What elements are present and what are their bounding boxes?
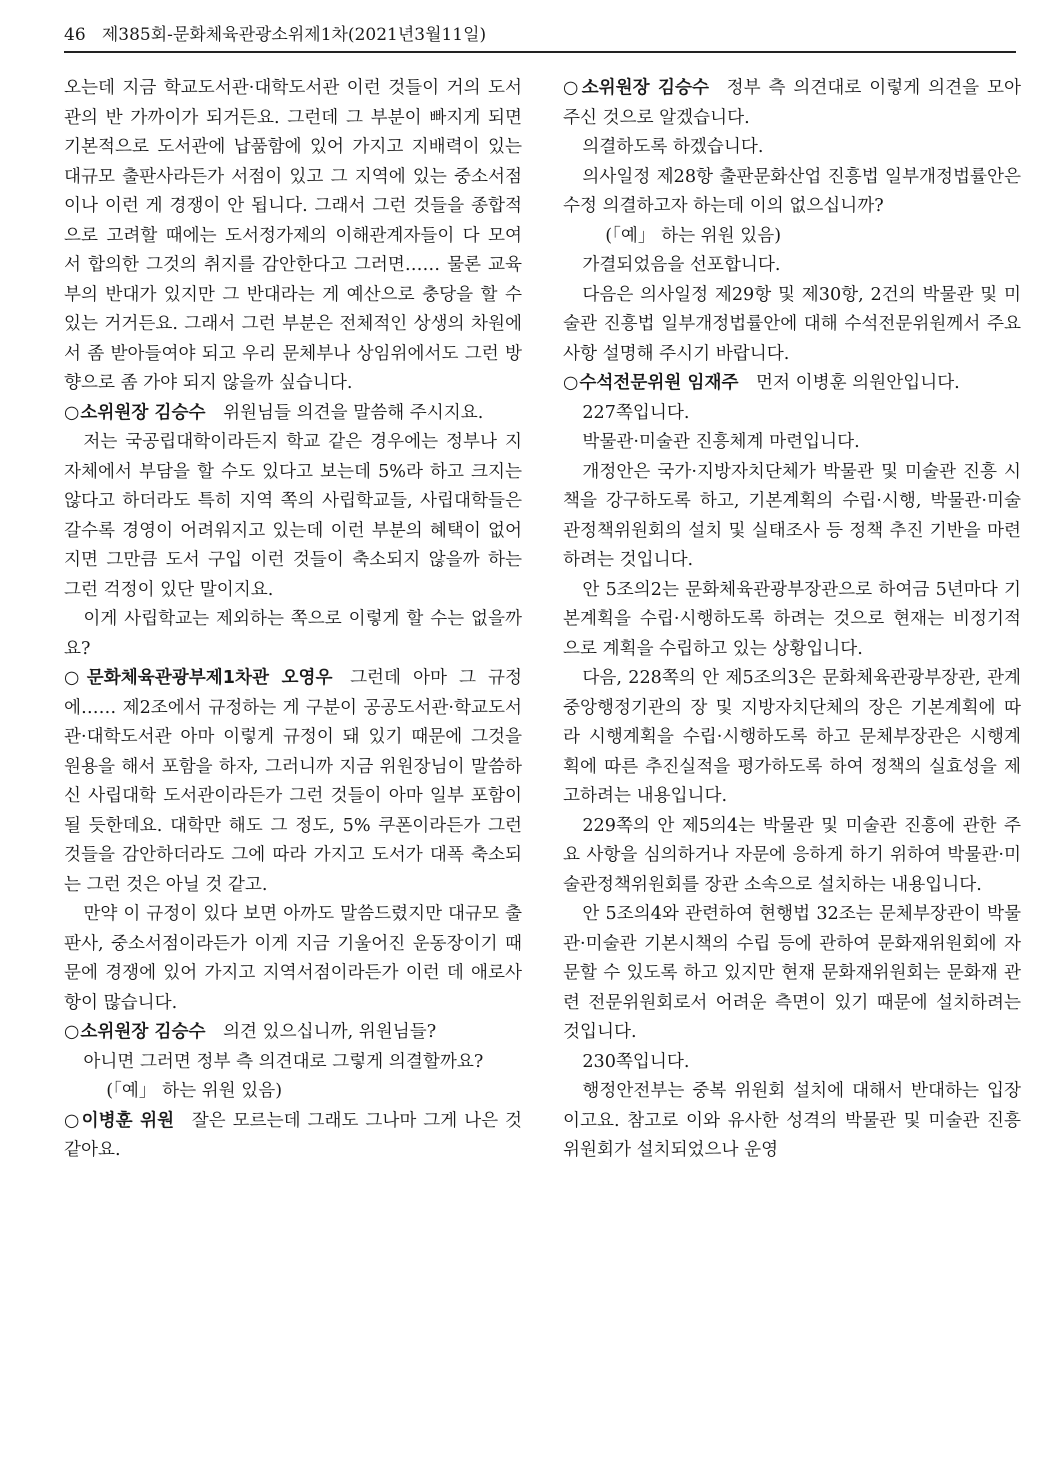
body-paragraph: 의사일정 제28항 출판문화산업 진흥법 일부개정법률안은 수정 의결하고자 하는데 이의 없으십니까?: [563, 166, 1021, 216]
speaker-mark: ○: [563, 78, 581, 98]
right-column: [563, 74, 1021, 1166]
body-paragraph: 만약 이 규정이 있다 보면 아까도 말씀드렸지만 대규모 출판사, 중소서점이라든가 이게 지금 기울어진 운동장이기 때문에 경쟁에 있어 가지고 지역서점이라든가 이런 데 애로사항이 많습니다.: [64, 904, 522, 1013]
speaker-name: [64, 1111, 174, 1131]
left-column: [64, 74, 522, 1166]
body-paragraph: 229쪽의 안 제5의4는 박물관 및 미술관 진흥에 관한 주요 사항을 심의하거나 자문에 응하게 하기 위하여 박물관·미술관정책위원회를 장관 소속으로 설치하는 내용입니다.: [563, 815, 1021, 895]
speaker-paragraph: [64, 664, 522, 900]
body-paragraph: 이게 사립학교는 제외하는 쪽으로 이렇게 할 수는 없을까요?: [64, 609, 522, 659]
speaker-name: [563, 78, 709, 98]
speech-text: 정부 측 의견대로 이렇게 의견을 모아 주신 것으로 알겠습니다.: [563, 78, 1021, 128]
body-paragraph: 오는데 지금 학교도서관·대학도서관 이런 것들이 거의 도서관의 반 가까이가 되거든요. 그런데 그 부분이 빠지게 되면 기본적으로 도서관에 납품함에 있어 가지고 지배력이 있는 대규모 출판사라든가 서점이 있고 그 지역에 있는 중소서점이나 이런 게 경쟁이 안 됩니다. 그래서 그런 것들을 종합적으로 고려할 때에는 도서정가제의 이해관계자들이 다 모여서 합의한 그것의 취지를 감안한다고 그러면…… 물론 교육부의 반대가 있지만 그 반대라는 게 예산으로 충당을 할 수 있는 거거든요. 그래서 그런 부분은 전체적인 상생의 차원에서 좀 받아들여야 되고 우리 문체부나 상임위에서도 그런 방향으로 좀 가야 되지 않을까 싶습니다.: [64, 78, 522, 393]
speaker-paragraph: [64, 1018, 522, 1048]
speaker-name: [64, 668, 332, 688]
speaker-mark: ○: [64, 1022, 80, 1042]
body-paragraph: 다음은 의사일정 제29항 및 제30항, 2건의 박물관 및 미술관 진흥법 일부개정법률안에 대해 수석전문위원께서 주요 사항 설명해 주시기 바랍니다.: [563, 284, 1021, 364]
speaker-label: 소위원장 김승수: [80, 402, 206, 423]
speaker-name: [563, 373, 738, 393]
body-paragraph: 개정안은 국가·지방자치단체가 박물관 및 미술관 진흥 시책을 강구하도록 하고, 기본계획의 수립·시행, 박물관·미술관정책위원회의 설치 및 실태조사 등 정책 추진 기반을 마련하려는 것입니다.: [563, 461, 1021, 570]
speech-text: 위원님들 의견을 말씀해 주시지요.: [223, 402, 484, 423]
document-title: 제385회-문화체육관광소위제1차(2021년3월11일): [101, 25, 487, 45]
speaker-paragraph: [563, 369, 1021, 399]
body-paragraph: 가결되었음을 선포합니다.: [582, 255, 781, 275]
speaker-label: 소위원장 김승수: [581, 78, 710, 98]
body-paragraph: 안 5조의4와 관련하여 현행법 32조는 문체부장관이 박물관·미술관 기본시책의 수립 등에 관하여 문화재위원회에 자문할 수 있도록 하고 있지만 현재 문화재위원회는 문화재 관련 전문위원회로서 어려운 측면이 있기 때문에 설치하려는 것입니다.: [563, 904, 1021, 1042]
speaker-name: [64, 1022, 205, 1042]
speaker-label: 소위원장 김승수: [80, 1022, 206, 1042]
speech-text: 그런데 아마 그 규정에…… 제2조에서 규정하는 게 구분이 공공도서관·학교도서관·대학도서관 아마 이렇게 규정이 돼 있기 때문에 그것을 원용을 해서 포함을 하자, 그러니까 지금 위원장님이 말씀하신 사립대학 도서관이라든가 그런 것들이 아마 일부 포함이 될 듯한데요. 대학만 해도 그 정도, 5% 쿠폰이라든가 그런 것들을 감안하더라도 그에 따라 가지고 도서가 대폭 축소되는 그런 것은 아닐 것 같고.: [64, 668, 523, 895]
header-divider: [64, 51, 1016, 53]
body-paragraph: 아니면 그러면 정부 측 의견대로 그렇게 의결할까요?: [83, 1051, 484, 1072]
speaker-label: 이병훈 위원: [81, 1110, 175, 1131]
speaker-mark: ○: [64, 402, 80, 423]
speaker-mark: ○: [64, 668, 86, 688]
page-number: 46: [64, 25, 86, 45]
speaker-paragraph: [64, 1107, 522, 1166]
speaker-mark: ○: [563, 373, 579, 393]
body-paragraph: 227쪽입니다.: [582, 402, 690, 423]
body-paragraph: 다음, 228쪽의 안 제5조의3은 문화체육관광부장관, 관계 중앙행정기관의 장 및 지방자치단체의 장은 기본계획에 따라 시행계획을 수립·시행하도록 하고 문체부장관은 시행계획에 따른 추진실적을 평가하도록 하여 정책의 실효성을 제고하려는 내용입니다.: [563, 668, 1021, 806]
page-header: [64, 22, 1016, 52]
speaker-name: [64, 403, 205, 423]
speaker-paragraph: [64, 399, 522, 429]
body-paragraph: 박물관·미술관 진흥체계 마련입니다.: [582, 432, 860, 452]
stage-note: (「예」 하는 위원 있음): [605, 225, 782, 246]
speaker-paragraph: [563, 74, 1021, 133]
body-paragraph: 행정안전부는 중복 위원회 설치에 대해서 반대하는 입장이고요. 참고로 이와 유사한 성격의 박물관 및 미술관 진흥위원회가 설치되었으나 운영: [563, 1081, 1021, 1160]
body-paragraph: 의결하도록 하겠습니다.: [582, 137, 764, 157]
speech-text: 먼저 이병훈 의원안입니다.: [756, 373, 960, 393]
speaker-label: 수석전문위원 임재주: [579, 373, 739, 393]
body-paragraph: 안 5조의2는 문화체육관광부장관으로 하여금 5년마다 기본계획을 수립·시행하도록 하려는 것으로 현재는 비정기적으로 계획을 수립하고 있는 상황입니다.: [563, 579, 1021, 659]
speaker-mark: ○: [64, 1110, 81, 1131]
speech-text: 잘은 모르는데 그래도 그나마 그게 나은 것 같아요.: [64, 1110, 523, 1160]
speech-text: 의견 있으십니까, 위원님들?: [223, 1022, 437, 1042]
stage-note: (「예」 하는 위원 있음): [106, 1081, 283, 1101]
body-paragraph: 저는 국공립대학이라든지 학교 같은 경우에는 정부나 지자체에서 부담을 할 수도 있다고 보는데 5%라 하고 크지는 않다고 하더라도 특히 지역 쪽의 사립학교들, 사립대학들은 갈수록 경영이 어려워지고 있는데 이런 부분의 혜택이 없어지면 그만큼 도서 구입 이런 것들이 축소되지 않을까 하는 그런 걱정이 있단 말이지요.: [64, 432, 522, 600]
body-paragraph: 230쪽입니다.: [582, 1051, 690, 1072]
speaker-label: 문화체육관광부제1차관 오영우: [86, 668, 333, 688]
